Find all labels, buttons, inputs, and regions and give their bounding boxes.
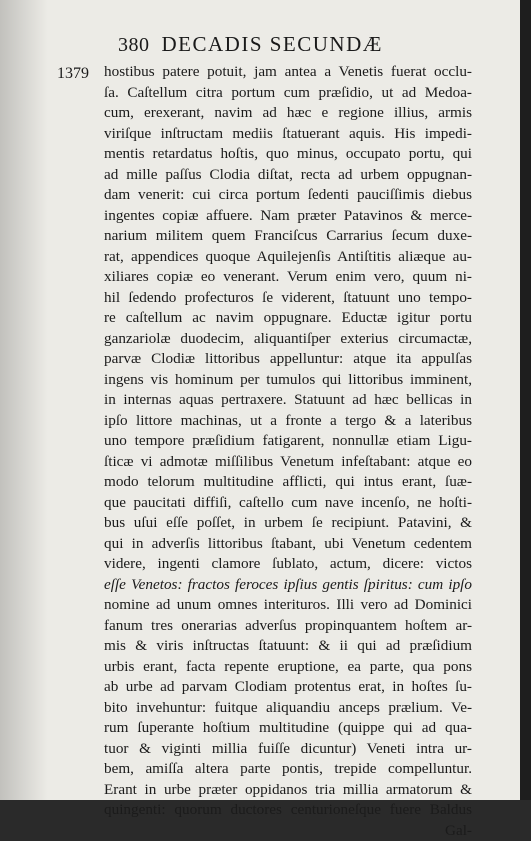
running-header: [118, 32, 383, 57]
margin-year: 1379: [57, 65, 89, 83]
text-line: fanum tres onerarias adverſus propinquantem hoſtem ar-: [104, 616, 472, 637]
text-line: uno tempore præſidium fatigarent, nonnullæ etiam Ligu-: [104, 431, 472, 452]
text-line: mis & viris inſtructas ſtatuunt: & ii qui ad præſidium: [104, 636, 472, 657]
text-line: ganzariolæ duodecim, aliquantiſper exterius circumactæ,: [104, 329, 472, 350]
running-title: DECADIS SECUNDÆ: [162, 32, 383, 56]
text-line: eſſe Venetos: fractos feroces ipſius gentis ſpiritus: cum ipſo: [104, 575, 472, 596]
page-number: 380: [118, 34, 150, 56]
text-line: ſticæ vi admotæ miſſilibus Venetum infeſtabant: atque eo: [104, 452, 472, 473]
body-text: [104, 62, 472, 841]
text-line: ingentes copiæ affuere. Nam præter Patavinos & merce-: [104, 206, 472, 227]
text-line: urbis erant, facta repente eruptione, ea parte, qua pons: [104, 657, 472, 678]
text-line: mentis retardatus hoſtis, quo minus, occupato portu, qui: [104, 144, 472, 165]
text-line: modo telorum multitudine afflicti, qui intus erant, ſuæ-: [104, 472, 472, 493]
text-line: ſa. Caſtellum citra portum cum præſidio, ut ad Medoa-: [104, 83, 472, 104]
text-line: ab urbe ad parvam Clodiam protentus erat, in hoſtes ſu-: [104, 677, 472, 698]
text-line: parvæ Clodiæ littoribus appelluntur: atque ita appulſas: [104, 349, 472, 370]
text-line: bem, amiſſa altera parte pontis, trepide compelluntur.: [104, 759, 472, 780]
text-line: viriſque inſtructam mediis ſtatuerant aquis. His impedi-: [104, 124, 472, 145]
text-line: videre, ingenti clamore ſublato, actum, dicere: victos: [104, 554, 472, 575]
text-line: bus uſui eſſe poſſet, in urbem ſe recipiunt. Patavini, &: [104, 513, 472, 534]
text-line: qui in adverſis littoribus ſtabant, ubi Venetum cedentem: [104, 534, 472, 555]
text-line: xiliares copiæ eo venerant. Verum enim vero, quum ni-: [104, 267, 472, 288]
text-line: tuor & viginti millia fuiſſe dicuntur) Veneti intra ur-: [104, 739, 472, 760]
text-line: ipſo littore machinas, ut a fronte a tergo & a lateribus: [104, 411, 472, 432]
scan-edge: [520, 0, 531, 800]
catchword: Gal-: [104, 821, 472, 841]
text-line: hil ſedendo profecturos ſe viderent, ſtatuunt uno tempo-: [104, 288, 472, 309]
text-line: ingens vis hominum per tumulos qui littoribus imminent,: [104, 370, 472, 391]
text-line: hostibus patere potuit, jam antea a Venetis fuerat occlu-: [104, 62, 472, 83]
text-line: bito invehuntur: fuitque aliquandiu anceps prælium. Ve-: [104, 698, 472, 719]
text-line: cum, erexerant, navim ad hæc e regione illius, armis: [104, 103, 472, 124]
text-line: in internas aquas pertraxere. Statuunt ad hæc bellicas in: [104, 390, 472, 411]
text-line: ad mille paſſus Clodia diſtat, recta ad urbem oppugnan-: [104, 165, 472, 186]
text-line: quingenti: quorum ductores centurioneſque fuere Baldus: [104, 800, 472, 821]
gutter-shadow: [0, 0, 48, 800]
text-line: rum ſuperante hoſtium multitudine (quippe qui ad qua-: [104, 718, 472, 739]
text-line: rat, appendices quoque Aquilejenſis Antiſtitis aliæque au-: [104, 247, 472, 268]
text-line: Erant in urbe præter oppidanos tria millia armatorum &: [104, 780, 472, 801]
text-line: que paucitati diffiſi, caſtello cum nave incenſo, ne hoſti-: [104, 493, 472, 514]
text-line: narium militem quem Franciſcus Carrarius ſecum duxe-: [104, 226, 472, 247]
text-line: re caſtellum ac navim oppugnare. Eductæ igitur portu: [104, 308, 472, 329]
text-line: dam venerit: cui circa portum ſedenti pauciſſimis diebus: [104, 185, 472, 206]
text-line: nomine ad unum omnes interituros. Illi vero ad Dominici: [104, 595, 472, 616]
